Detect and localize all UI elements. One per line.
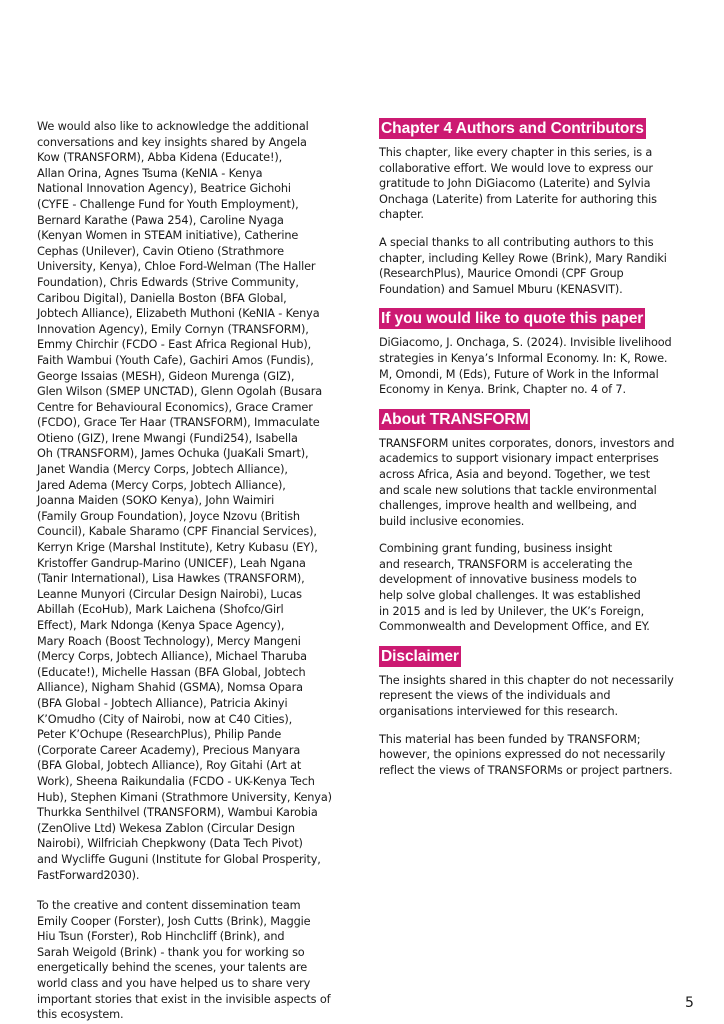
quote-section — [379, 308, 691, 397]
about-paragraph-2: Combining grant funding, business insight and research, TRANSFORM is accelerating the development of innovative business models to help solve global challenges. It was established in 2015 and is led by Unilever, the UK’s Foreign, Commonwealth and Development Office, and EY. — [379, 542, 650, 634]
disclaimer-heading: Disclaimer — [381, 647, 459, 665]
citation-paragraph: DiGiacomo, J. Onchaga, S. (2024). Invisible livelihood strategies in Kenya’s Informal Economy. In: K, Rowe. M, Omondi, M (Eds), Future of Work in the Informal Economy in Kenya. Brink, Chapter no. 4 of 7. — [379, 336, 672, 397]
disclaimer-paragraph-1: The insights shared in this chapter do not necessarily represent the views of the individuals and organisations interviewed for this research. — [379, 673, 674, 719]
acknowledgements-paragraph: We would also like to acknowledge the additional conversations and key insights shared by Angela Kow (TRANSFORM), Abba Kidena (Educate!), Allan Orina, Agnes Tsuma (KeNIA - Kenya National Innovation Agency), Beatrice Gichohi (CYFE - Challenge Fund for Youth Employment), Bernard Karathe (Pawa 254), Caroline Nyaga (Kenyan Women in STEAM initiative), Catherine Cephas (Unilever), Cavin Otieno (Strathmore University, Kenya), Chloe Ford-Welman (The Haller Foundation), Chris Edwards (Strive Community, Caribou Digital), Daniella Boston (BFA Global, Jobtech Alliance), Elizabeth Muthoni (KeNIA - Kenya Innovation Agency), Emily Cornyn (TRANSFORM), Emmy Chirchir (FCDO - East Africa Regional Hub), Faith Wambui (Youth Cafe), Gachiri Amos (Fundis), George Issaias (MESH), Gideon Murenga (GIZ), Glen Wilson (SMEP UNCTAD), Glenn Ogolah (Busara Centre for Behavioural Economics), Grace Cramer (FCDO), Grace Ter Haar (TRANSFORM), Immaculate Otieno (GIZ), Irene Mwangi (Fundi254), Isabella Oh (TRANSFORM), James Ochuka (JuaKali Smart), Janet Wandia (Mercy Corps, Jobtech Alliance), Jared Adema (Mercy Corps, Jobtech Alliance), Joanna Maiden (SOKO Kenya), John Waimiri (Family Group Foundation), Joyce Nzovu (British Council), Kabale Sharamo (CPF Financial Services), Kerryn Krige (Marshal Institute), Ketry Kubasu (EY), Kristoffer Gandrup-Marino (UNICEF), Leah Ngana (Tanir International), Lisa Hawkes (TRANSFORM), Leanne Munyori (Circular Design Nairobi), Lucas Abillah (EcoHub), Mark Laichena (Shofco/Girl Effect), Mark Ndonga (Kenya Space Agency), Mary Roach (Boost Technology), Mercy Mangeni (Mercy Corps, Jobtech Alliance), Michael Tharuba (Educate!), Michelle Hassan (BFA Global, Jobtech Alliance), Nigham Shahid (GSMA), Nomsa Opara (BFA Global - Jobtech Alliance), Patricia Akinyi K’Omudho (City of Nairobi, now at C40 Cities), Peter K’Ochupe (ResearchPlus), Philip Pande (Corporate Career Academy), Precious Manyara (BFA Global, Jobtech Alliance), Roy Gitahi (Art at Work), Sheena Raikundalia (FCDO - UK-Kenya Tech Hub), Stephen Kimani (Strathmore University, Kenya) Thurkka Senthilvel (TRANSFORM), Wambui Karobia (ZenOlive Ltd) Wekesa Zablon (Circular Design Nairobi), Wilfriciah Chepkwony (Data Tech Pivot) and Wycliffe Guguni (Institute for Global Prosperity, FastForward2030). — [37, 120, 332, 882]
authors-paragraph: This chapter, like every chapter in this series, is a collaborative effort. We would love to express our gratitude to John DiGiacomo (Laterite) and Sylvia Onchaga (Laterite) from Laterite for authoring this chapter. — [379, 146, 657, 222]
contributors-paragraph: A special thanks to all contributing authors to this chapter, including Kelley Rowe (Brink), Mary Randiki (ResearchPlus), Maurice Omondi (CPF Group Foundation) and Samuel Mburu (KENASVIT). — [379, 235, 667, 296]
quote-heading: If you would like to quote this paper — [381, 310, 644, 328]
disclaimer-section — [379, 646, 691, 779]
authors-heading: Chapter 4 Authors and Contributors — [381, 120, 644, 137]
acknowledgements-column — [37, 119, 349, 1023]
page-number: 5 — [685, 995, 694, 1011]
about-section — [379, 409, 691, 635]
creative-team-paragraph: To the creative and content dissemination team Emily Cooper (Forster), Josh Cutts (Brink), Maggie Hiu Tsun (Forster), Rob Hinchcliff (Brink), and Sarah Weigold (Brink) - thank you for working so energetically behind the scenes, your talents are world class and you have helped us to share very important stories that exist in the invisible aspects of this ecosystem. — [37, 899, 331, 1022]
about-paragraph-1: TRANSFORM unites corporates, donors, investors and academics to support visionary impact enterprises across Africa, Asia and beyond. Together, we test and scale new solutions that tackle environmental challenges, improve health and wellbeing, and build inclusive economies. — [379, 436, 675, 528]
about-heading: About TRANSFORM — [381, 410, 529, 428]
disclaimer-paragraph-2: This material has been funded by TRANSFORM; however, the opinions expressed do not necessarily reflect the views of TRANSFORMs or project partners. — [379, 732, 673, 777]
authors-section — [379, 118, 691, 297]
info-column — [379, 118, 691, 789]
